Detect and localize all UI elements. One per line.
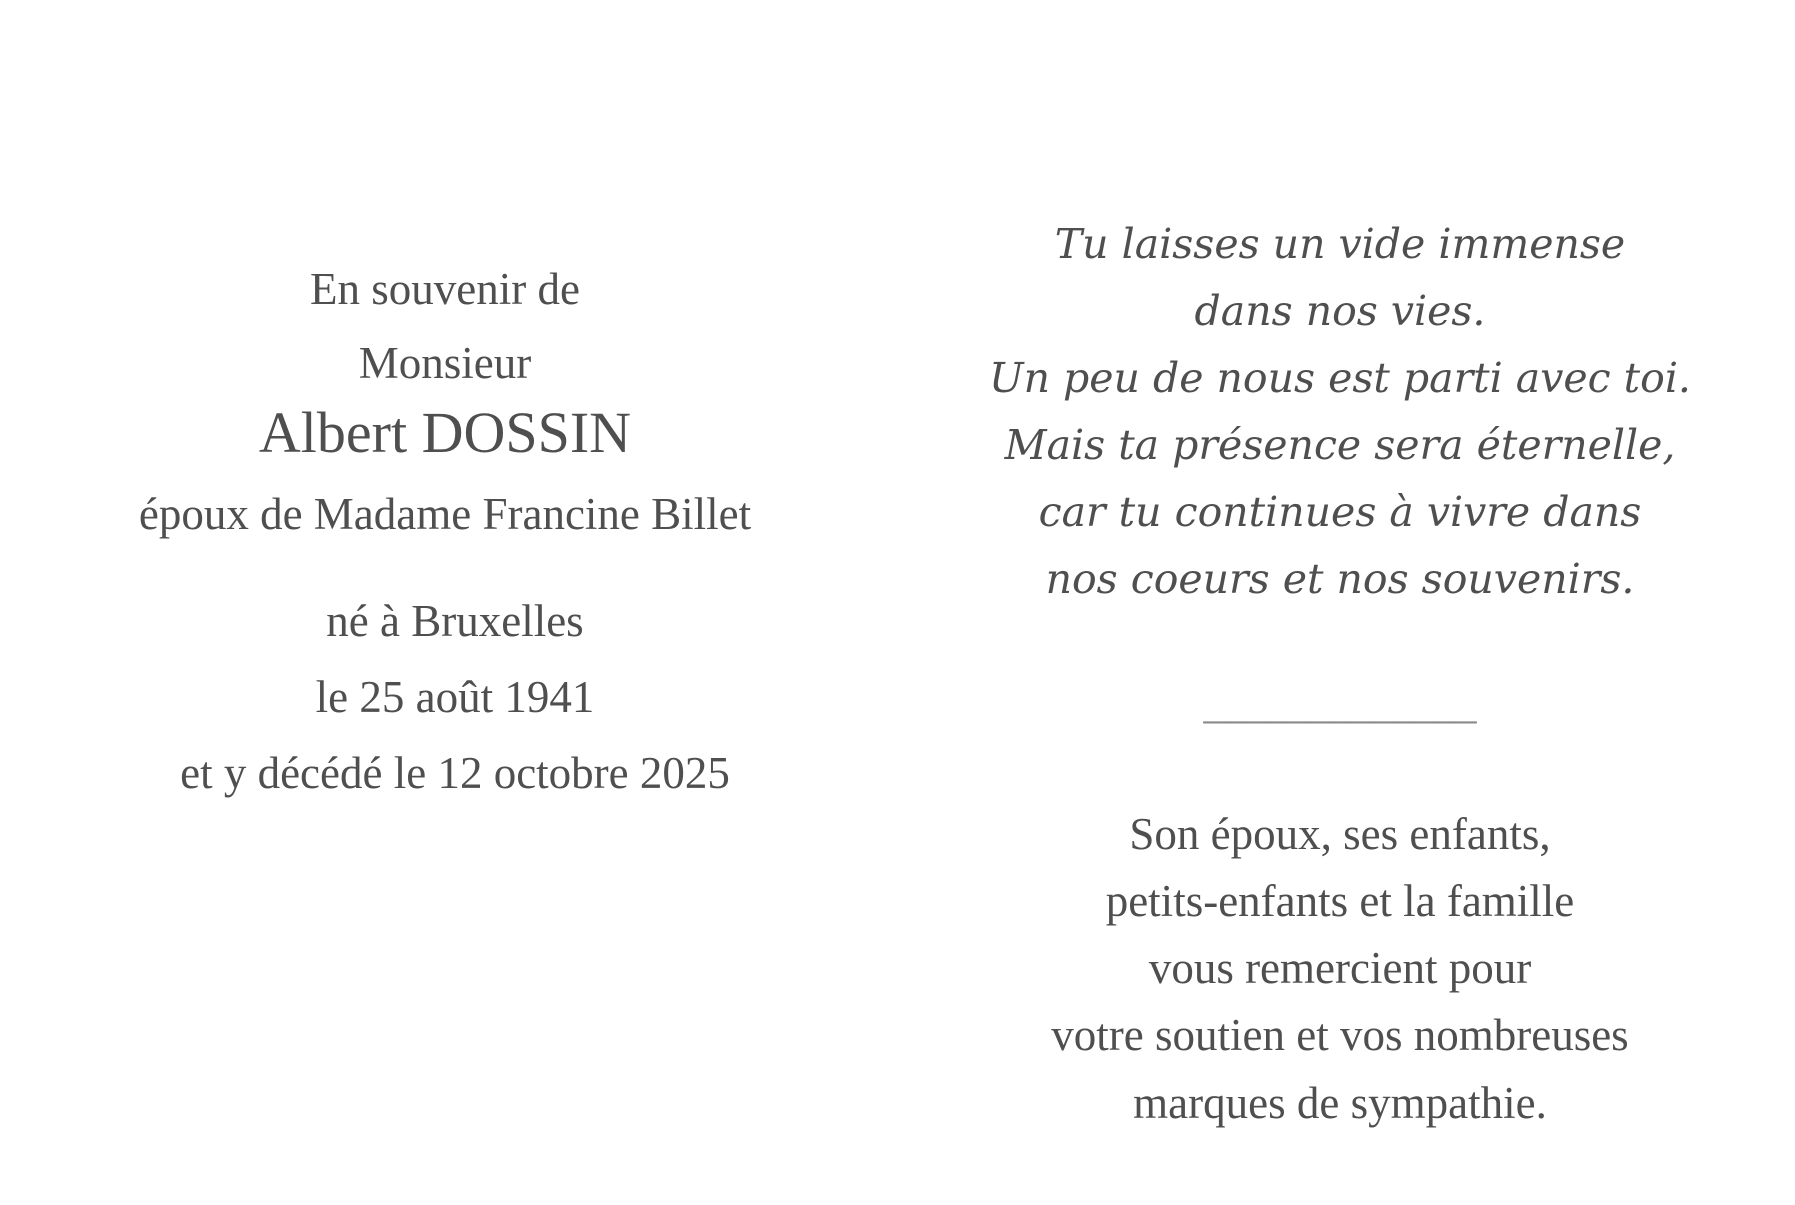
separator-line: _____________	[1203, 682, 1477, 728]
thanks-line: votre soutien et vos nombreuses	[1051, 1010, 1629, 1060]
thanks-line: marques de sympathie.	[1133, 1078, 1547, 1128]
poem-line: dans nos vies.	[1194, 287, 1486, 335]
memorial-intro: En souvenir de	[310, 264, 580, 314]
memorial-left-panel	[0, 0, 897, 1205]
honorific-title: Monsieur	[358, 338, 532, 388]
death-date-place: et y décédé le 12 octobre 2025	[180, 748, 730, 798]
deceased-name: Albert DOSSIN	[258, 400, 632, 465]
birth-date: le 25 août 1941	[315, 672, 595, 722]
poem-line: car tu continues à vivre dans	[1038, 488, 1642, 536]
memorial-right-panel	[897, 0, 1795, 1205]
thanks-line: petits-enfants et la famille	[1105, 876, 1575, 926]
thanks-line: Son époux, ses enfants,	[1129, 809, 1551, 859]
poem-line: Tu laisses un vide immense	[1054, 220, 1626, 268]
thanks-line: vous remercient pour	[1148, 943, 1532, 993]
poem-line: Un peu de nous est parti avec toi.	[989, 354, 1691, 402]
spouse-line: époux de Madame Francine Billet	[138, 489, 752, 539]
poem-line: Mais ta présence sera éternelle,	[1004, 421, 1676, 469]
birth-place: né à Bruxelles	[326, 596, 584, 646]
poem-line: nos coeurs et nos souvenirs.	[1045, 555, 1635, 603]
